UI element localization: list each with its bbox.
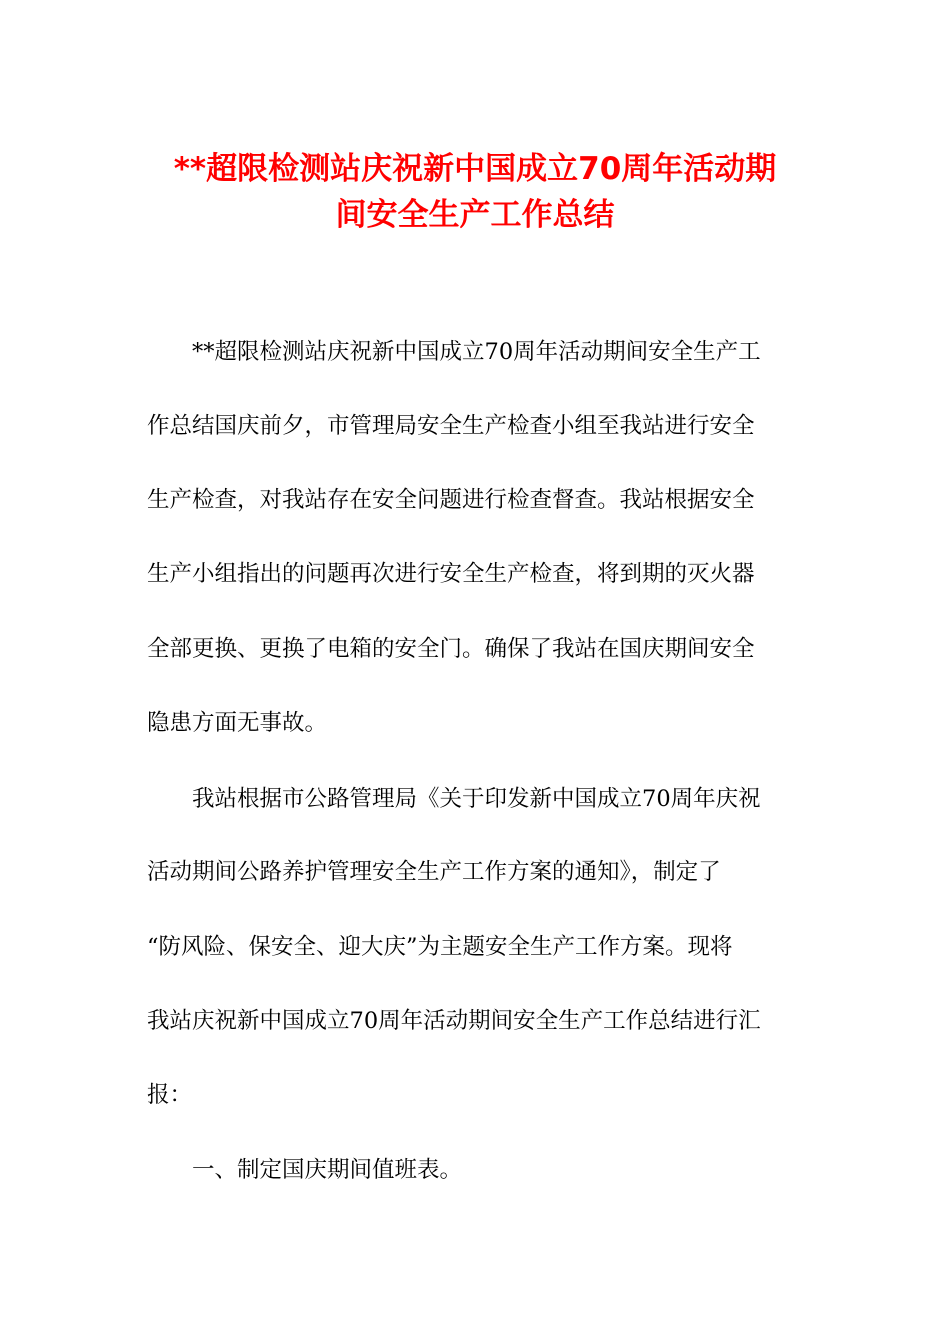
title-line-2: 间安全生产工作总结 xyxy=(335,197,615,233)
paragraph-2-line-4: 我站庆祝新中国成立70周年活动期间安全生产工作总结进行汇 xyxy=(147,1008,761,1034)
paragraph-1-line-2: 作总结国庆前夕，市管理局安全生产检查小组至我站进行安全 xyxy=(147,413,755,439)
paragraph-1-line-4: 生产小组指出的问题再次进行安全生产检查，将到期的灭火器 xyxy=(147,561,755,587)
section-heading-1: 一、制定国庆期间值班表。 xyxy=(192,1157,463,1183)
paragraph-1-line-6: 隐患方面无事故。 xyxy=(147,710,328,736)
paragraph-1-line-5: 全部更换、更换了电箱的安全门。确保了我站在国庆期间安全 xyxy=(147,636,755,662)
paragraph-1-line-3: 生产检查，对我站存在安全问题进行检查督查。我站根据安全 xyxy=(147,487,755,513)
paragraph-2-line-1: 我站根据市公路管理局《关于印发新中国成立70周年庆祝 xyxy=(192,786,761,812)
document-title xyxy=(130,146,820,238)
paragraph-2-line-3: “防风险、保安全、迎大庆”为主题安全生产工作方案。现将 xyxy=(147,934,733,960)
paragraph-2-line-2: 活动期间公路养护管理安全生产工作方案的通知》，制定了 xyxy=(147,859,721,885)
title-line-1: **超限检测站庆祝新中国成立70周年活动期 xyxy=(173,151,777,187)
paragraph-1-line-1: **超限检测站庆祝新中国成立70周年活动期间安全生产工 xyxy=(192,339,761,365)
paragraph-2-line-5: 报： xyxy=(147,1082,193,1108)
